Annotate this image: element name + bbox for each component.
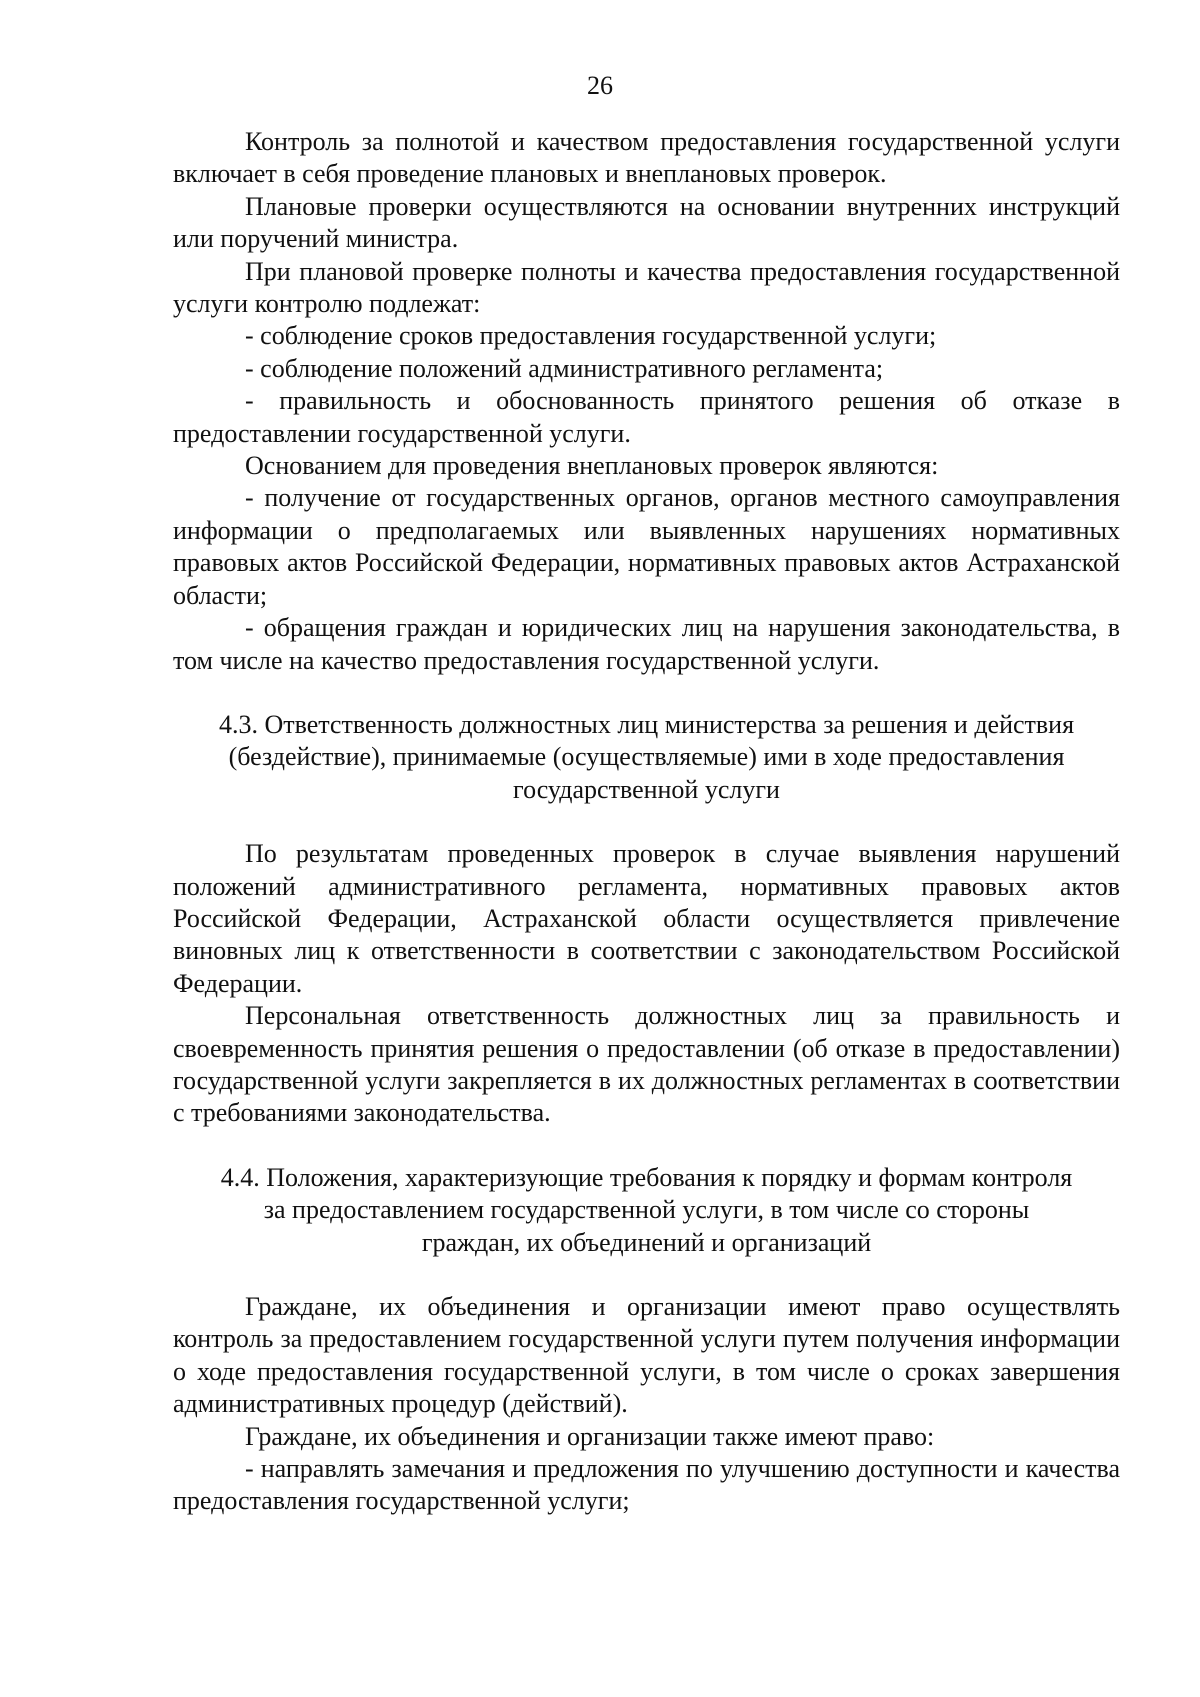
paragraph-planned-checks: Плановые проверки осуществляются на основании внутренних инструкций или поручений министра.: [173, 191, 1120, 254]
list-item-citizen-appeals: - обращения граждан и юридических лиц на нарушения законодательства, в том числе на качество предоставления государственной услуги.: [173, 613, 1120, 675]
paragraph-unplanned-grounds: Основанием для проведения внеплановых проверок являются:: [245, 451, 939, 481]
list-item-regulation-compliance: - соблюдение положений административного регламента;: [245, 353, 884, 383]
list-item-send-remarks: - направлять замечания и предложения по улучшению доступности и качества предоставления государственной услуги;: [173, 1454, 1120, 1516]
spacer: [173, 806, 1120, 838]
page-number: 26: [587, 71, 613, 100]
section-heading-4-3: [173, 709, 1120, 806]
list-item-deadlines: - соблюдение сроков предоставления государственной услуги;: [245, 321, 937, 351]
paragraph-liability: По результатам проведенных проверок в случае выявления нарушений положений административного регламента, нормативных правовых актов Российской Федерации, Астраханской области осуществляется привлечение виновных лиц к ответственности в соответствии с законодательством Российской Федерации.: [173, 839, 1120, 998]
section-heading-4-4: [173, 1162, 1120, 1259]
paragraph-personal-responsibility: Персональная ответственность должностных лиц за правильность и своевременность принятия решения о предоставлении (об отказе в предоставлении) государственной услуги закрепляется в их должностных регламентах в соответствии с требованиями законодательства.: [173, 1001, 1120, 1128]
section-heading-4-3-line-1: 4.3. Ответственность должностных лиц министерства за решения и действия: [218, 709, 1075, 739]
spacer: [173, 677, 1120, 709]
paragraph-planned-check-subjects: При плановой проверке полноты и качества предоставления государственной услуги контролю подлежат:: [173, 256, 1120, 319]
section-heading-4-3-line-3: государственной услуги: [513, 774, 780, 804]
section-heading-4-4-line-2: за предоставлением государственной услуги, в том числе со стороны: [263, 1195, 1030, 1225]
spacer: [173, 1130, 1120, 1162]
spacer: [173, 1259, 1120, 1291]
document-body: [173, 126, 1120, 1518]
list-item-information-received: - получение от государственных органов, органов местного самоуправления информации о предполагаемых или выявленных нарушениях нормативных правовых актов Российской Федерации, нормативных правовых актов Астраханской области;: [173, 483, 1120, 610]
paragraph-citizen-additional-rights: Граждане, их объединения и организации также имеют право:: [245, 1421, 935, 1451]
paragraph-citizen-control-right: Граждане, их объединения и организации имеют право осуществлять контроль за предоставлением государственной услуги путем получения информации о ходе предоставления государственной услуги, в том числе о сроках завершения административных процедур (действий).: [173, 1292, 1120, 1419]
section-heading-4-3-line-2: (бездействие), принимаемые (осуществляемые) ими в ходе предоставления: [228, 742, 1065, 772]
section-heading-4-4-line-1: 4.4. Положения, характеризующие требования к порядку и формам контроля: [220, 1162, 1073, 1192]
list-item-refusal-validity: - правильность и обоснованность принятого решения об отказе в предоставлении государственной услуги.: [173, 386, 1120, 448]
paragraph-control-scope: Контроль за полнотой и качеством предоставления государственной услуги включает в себя проведение плановых и внеплановых проверок.: [173, 127, 1120, 189]
section-heading-4-4-line-3: граждан, их объединений и организаций: [421, 1227, 872, 1257]
